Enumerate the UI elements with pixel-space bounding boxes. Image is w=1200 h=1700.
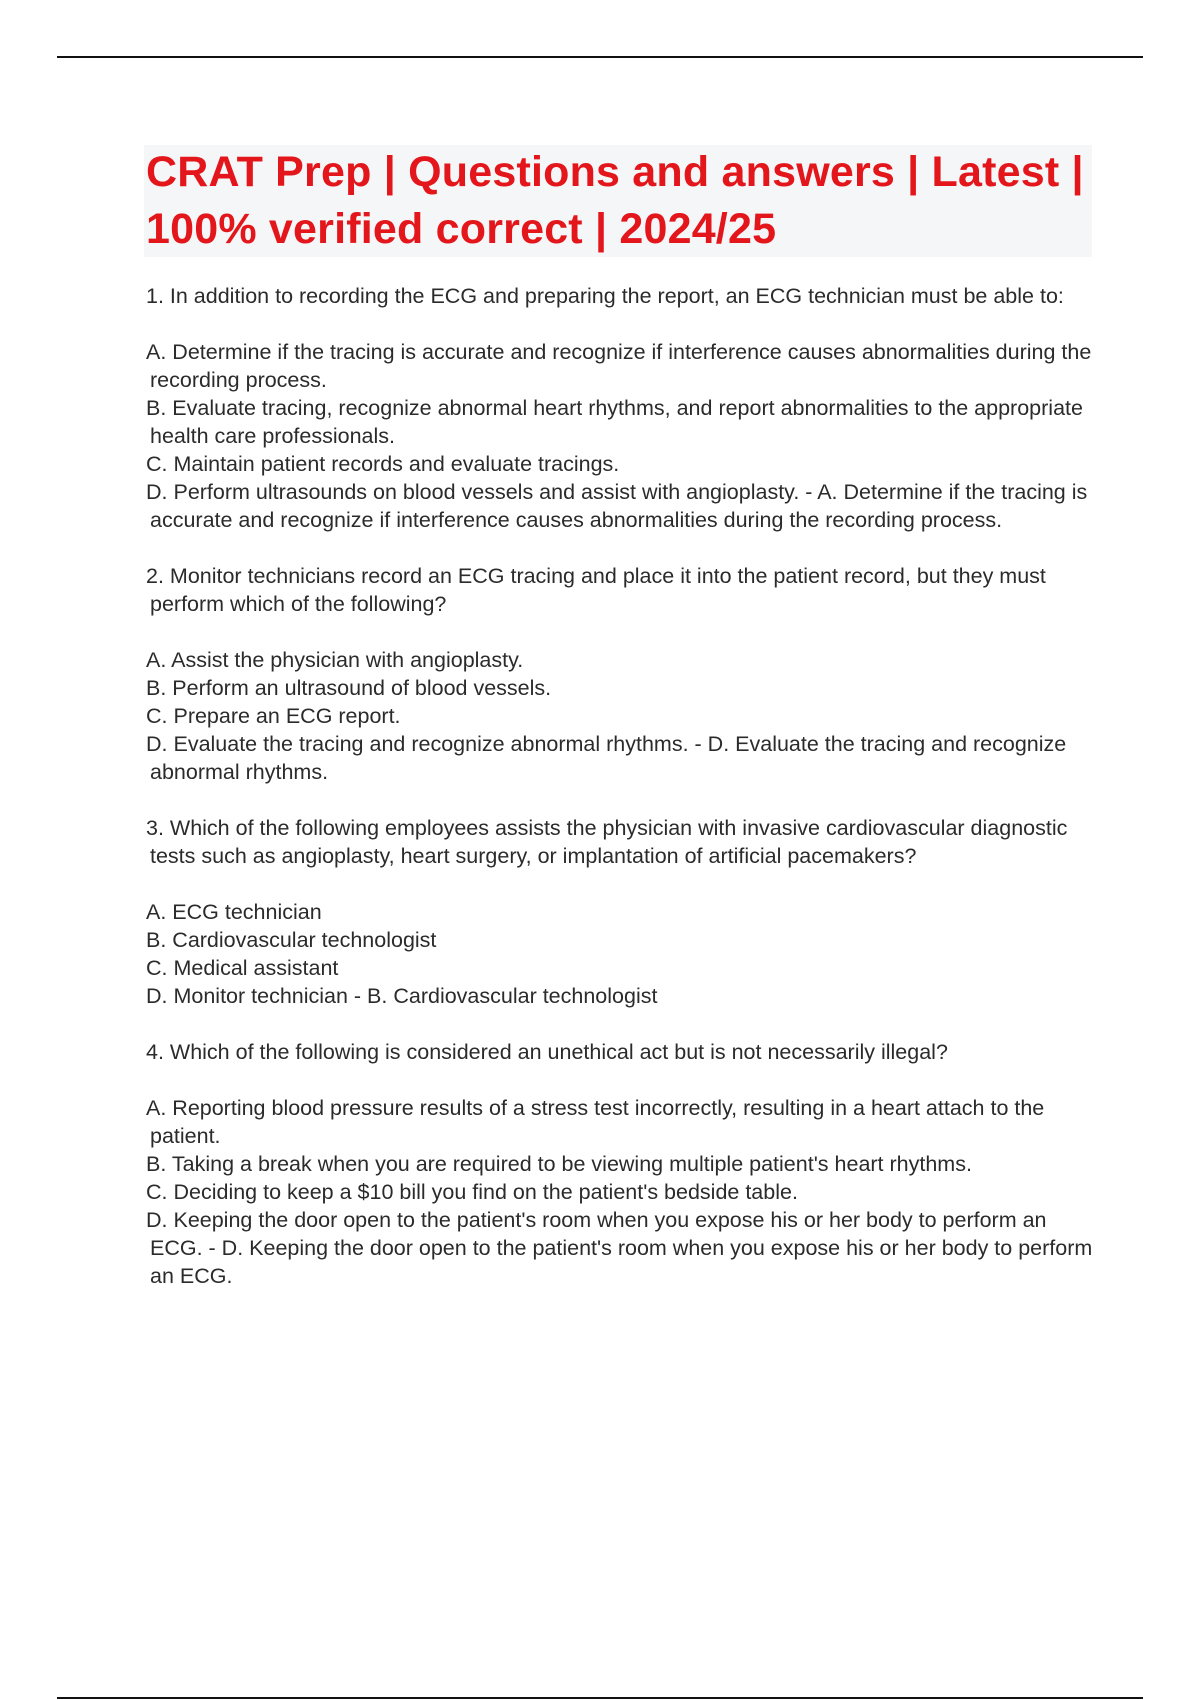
answer-option: C. Deciding to keep a $10 bill you find on the patient's bedside table. — [146, 1180, 798, 1204]
top-rule — [57, 56, 1143, 58]
answer-options — [146, 646, 1096, 786]
answer-options — [146, 1094, 1096, 1290]
answer-option: D. Keeping the door open to the patient's room when you expose his or her body to perform an ECG. - D. Keeping the door open to the patient's room when you expose his or her body to perform an ECG. — [146, 1208, 1093, 1288]
answer-options — [146, 898, 1096, 1010]
answer-option: B. Taking a break when you are required to be viewing multiple patient's heart rhythms. — [146, 1152, 972, 1176]
question-stem: 1. In addition to recording the ECG and preparing the report, an ECG technician must be able to: — [146, 284, 1064, 308]
question-list — [146, 282, 1096, 1318]
answer-option: B. Evaluate tracing, recognize abnormal heart rhythms, and report abnormalities to the appropriate health care professionals. — [146, 396, 1083, 448]
question-stem: 2. Monitor technicians record an ECG tracing and place it into the patient record, but they must perform which of the following? — [146, 564, 1046, 616]
question-2 — [146, 562, 1096, 786]
answer-option: A. Reporting blood pressure results of a stress test incorrectly, resulting in a heart attach to the patient. — [146, 1096, 1045, 1148]
answer-option: A. ECG technician — [146, 900, 322, 924]
answer-option: A. Determine if the tracing is accurate and recognize if interference causes abnormalities during the recording process. — [146, 340, 1092, 392]
question-stem: 3. Which of the following employees assists the physician with invasive cardiovascular diagnostic tests such as angioplasty, heart surgery, or implantation of artificial pacemakers? — [146, 816, 1068, 868]
answer-option: C. Medical assistant — [146, 956, 339, 980]
answer-option: C. Maintain patient records and evaluate tracings. — [146, 452, 620, 476]
answer-options — [146, 338, 1096, 534]
answer-option: B. Cardiovascular technologist — [146, 928, 437, 952]
question-1 — [146, 282, 1096, 534]
document-title: CRAT Prep | Questions and answers | Latest | 100% verified correct | 2024/25 — [146, 148, 1084, 253]
question-stem: 4. Which of the following is considered an unethical act but is not necessarily illegal? — [146, 1040, 948, 1064]
answer-option: D. Evaluate the tracing and recognize abnormal rhythms. - D. Evaluate the tracing and recognize abnormal rhythms. — [146, 732, 1067, 784]
answer-option: A. Assist the physician with angioplasty. — [146, 648, 524, 672]
bottom-rule — [57, 1697, 1143, 1699]
answer-option: B. Perform an ultrasound of blood vessels. — [146, 676, 552, 700]
question-3 — [146, 814, 1096, 1010]
answer-option: C. Prepare an ECG report. — [146, 704, 401, 728]
answer-option: D. Monitor technician - B. Cardiovascular technologist — [146, 984, 658, 1008]
answer-option: D. Perform ultrasounds on blood vessels and assist with angioplasty. - A. Determine if the tracing is accurate and recognize if interference causes abnormalities during the recording process. — [146, 480, 1088, 532]
question-4 — [146, 1038, 1096, 1290]
